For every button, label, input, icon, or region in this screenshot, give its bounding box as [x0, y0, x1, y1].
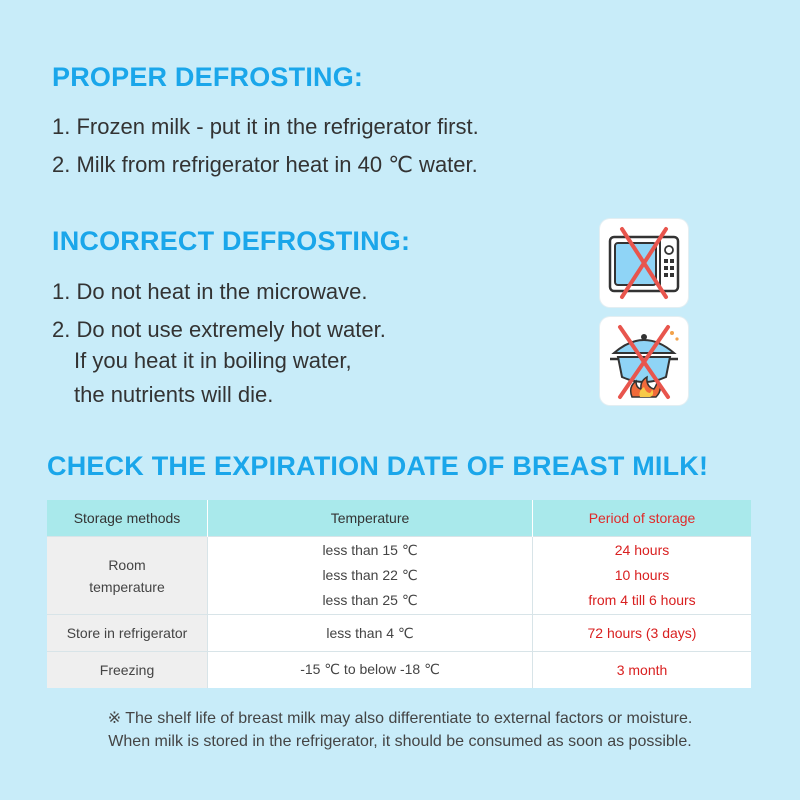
microwave-crossed-icon — [600, 219, 688, 307]
incorrect-item-1: 1. Do not heat in the microwave. — [52, 279, 368, 304]
row-period-freezing: 3 month — [533, 652, 752, 688]
expiration-heading: CHECK THE EXPIRATION DATE OF BREAST MILK! — [47, 451, 709, 481]
period-value: 24 hours — [614, 542, 670, 558]
storage-table — [47, 500, 751, 688]
temp-value: less than 25 ℃ — [322, 592, 418, 608]
row-temperature-freezing: -15 ℃ to below -18 ℃ — [208, 652, 533, 688]
period-value: 10 hours — [614, 567, 670, 583]
note-line-2: When milk is stored in the refrigerator, it should be consumed as soon as possible. — [108, 733, 692, 750]
row-period-refrigerator: 72 hours (3 days) — [533, 615, 752, 652]
proper-item-2: 2. Milk from refrigerator heat in 40 ℃ water. — [52, 152, 478, 177]
row-method-freezing: Freezing — [47, 652, 208, 688]
temp-value: less than 15 ℃ — [322, 542, 418, 558]
period-value: from 4 till 6 hours — [588, 592, 696, 608]
note-line-1: ※ The shelf life of breast milk may also differentiate to external factors or moisture. — [107, 710, 693, 727]
table-row — [47, 652, 751, 688]
incorrect-defrosting-heading: INCORRECT DEFROSTING: — [52, 226, 411, 256]
table-header-row — [47, 500, 751, 537]
header-temperature: Temperature — [208, 500, 533, 537]
table-row — [47, 615, 751, 652]
row-temperature-room — [208, 537, 533, 615]
temp-value: less than 22 ℃ — [322, 567, 418, 583]
proper-item-1: 1. Frozen milk - put it in the refrigerator first. — [52, 114, 479, 139]
row-method-room — [47, 537, 208, 615]
header-storage-methods: Storage methods — [47, 500, 208, 537]
incorrect-item-2-detail-1: If you heat it in boiling water, — [74, 348, 352, 373]
row-method-room-label: Room temperature — [89, 556, 165, 595]
row-method-refrigerator: Store in refrigerator — [47, 615, 208, 652]
table-row — [47, 537, 751, 615]
header-period: Period of storage — [533, 500, 752, 537]
incorrect-item-2: 2. Do not use extremely hot water. — [52, 317, 386, 342]
proper-defrosting-heading: PROPER DEFROSTING: — [52, 62, 364, 92]
boiling-pot-crossed-icon — [600, 317, 688, 405]
incorrect-item-2-detail-2: the nutrients will die. — [74, 382, 274, 407]
row-period-room — [533, 537, 752, 615]
row-temperature-refrigerator: less than 4 ℃ — [208, 615, 533, 652]
